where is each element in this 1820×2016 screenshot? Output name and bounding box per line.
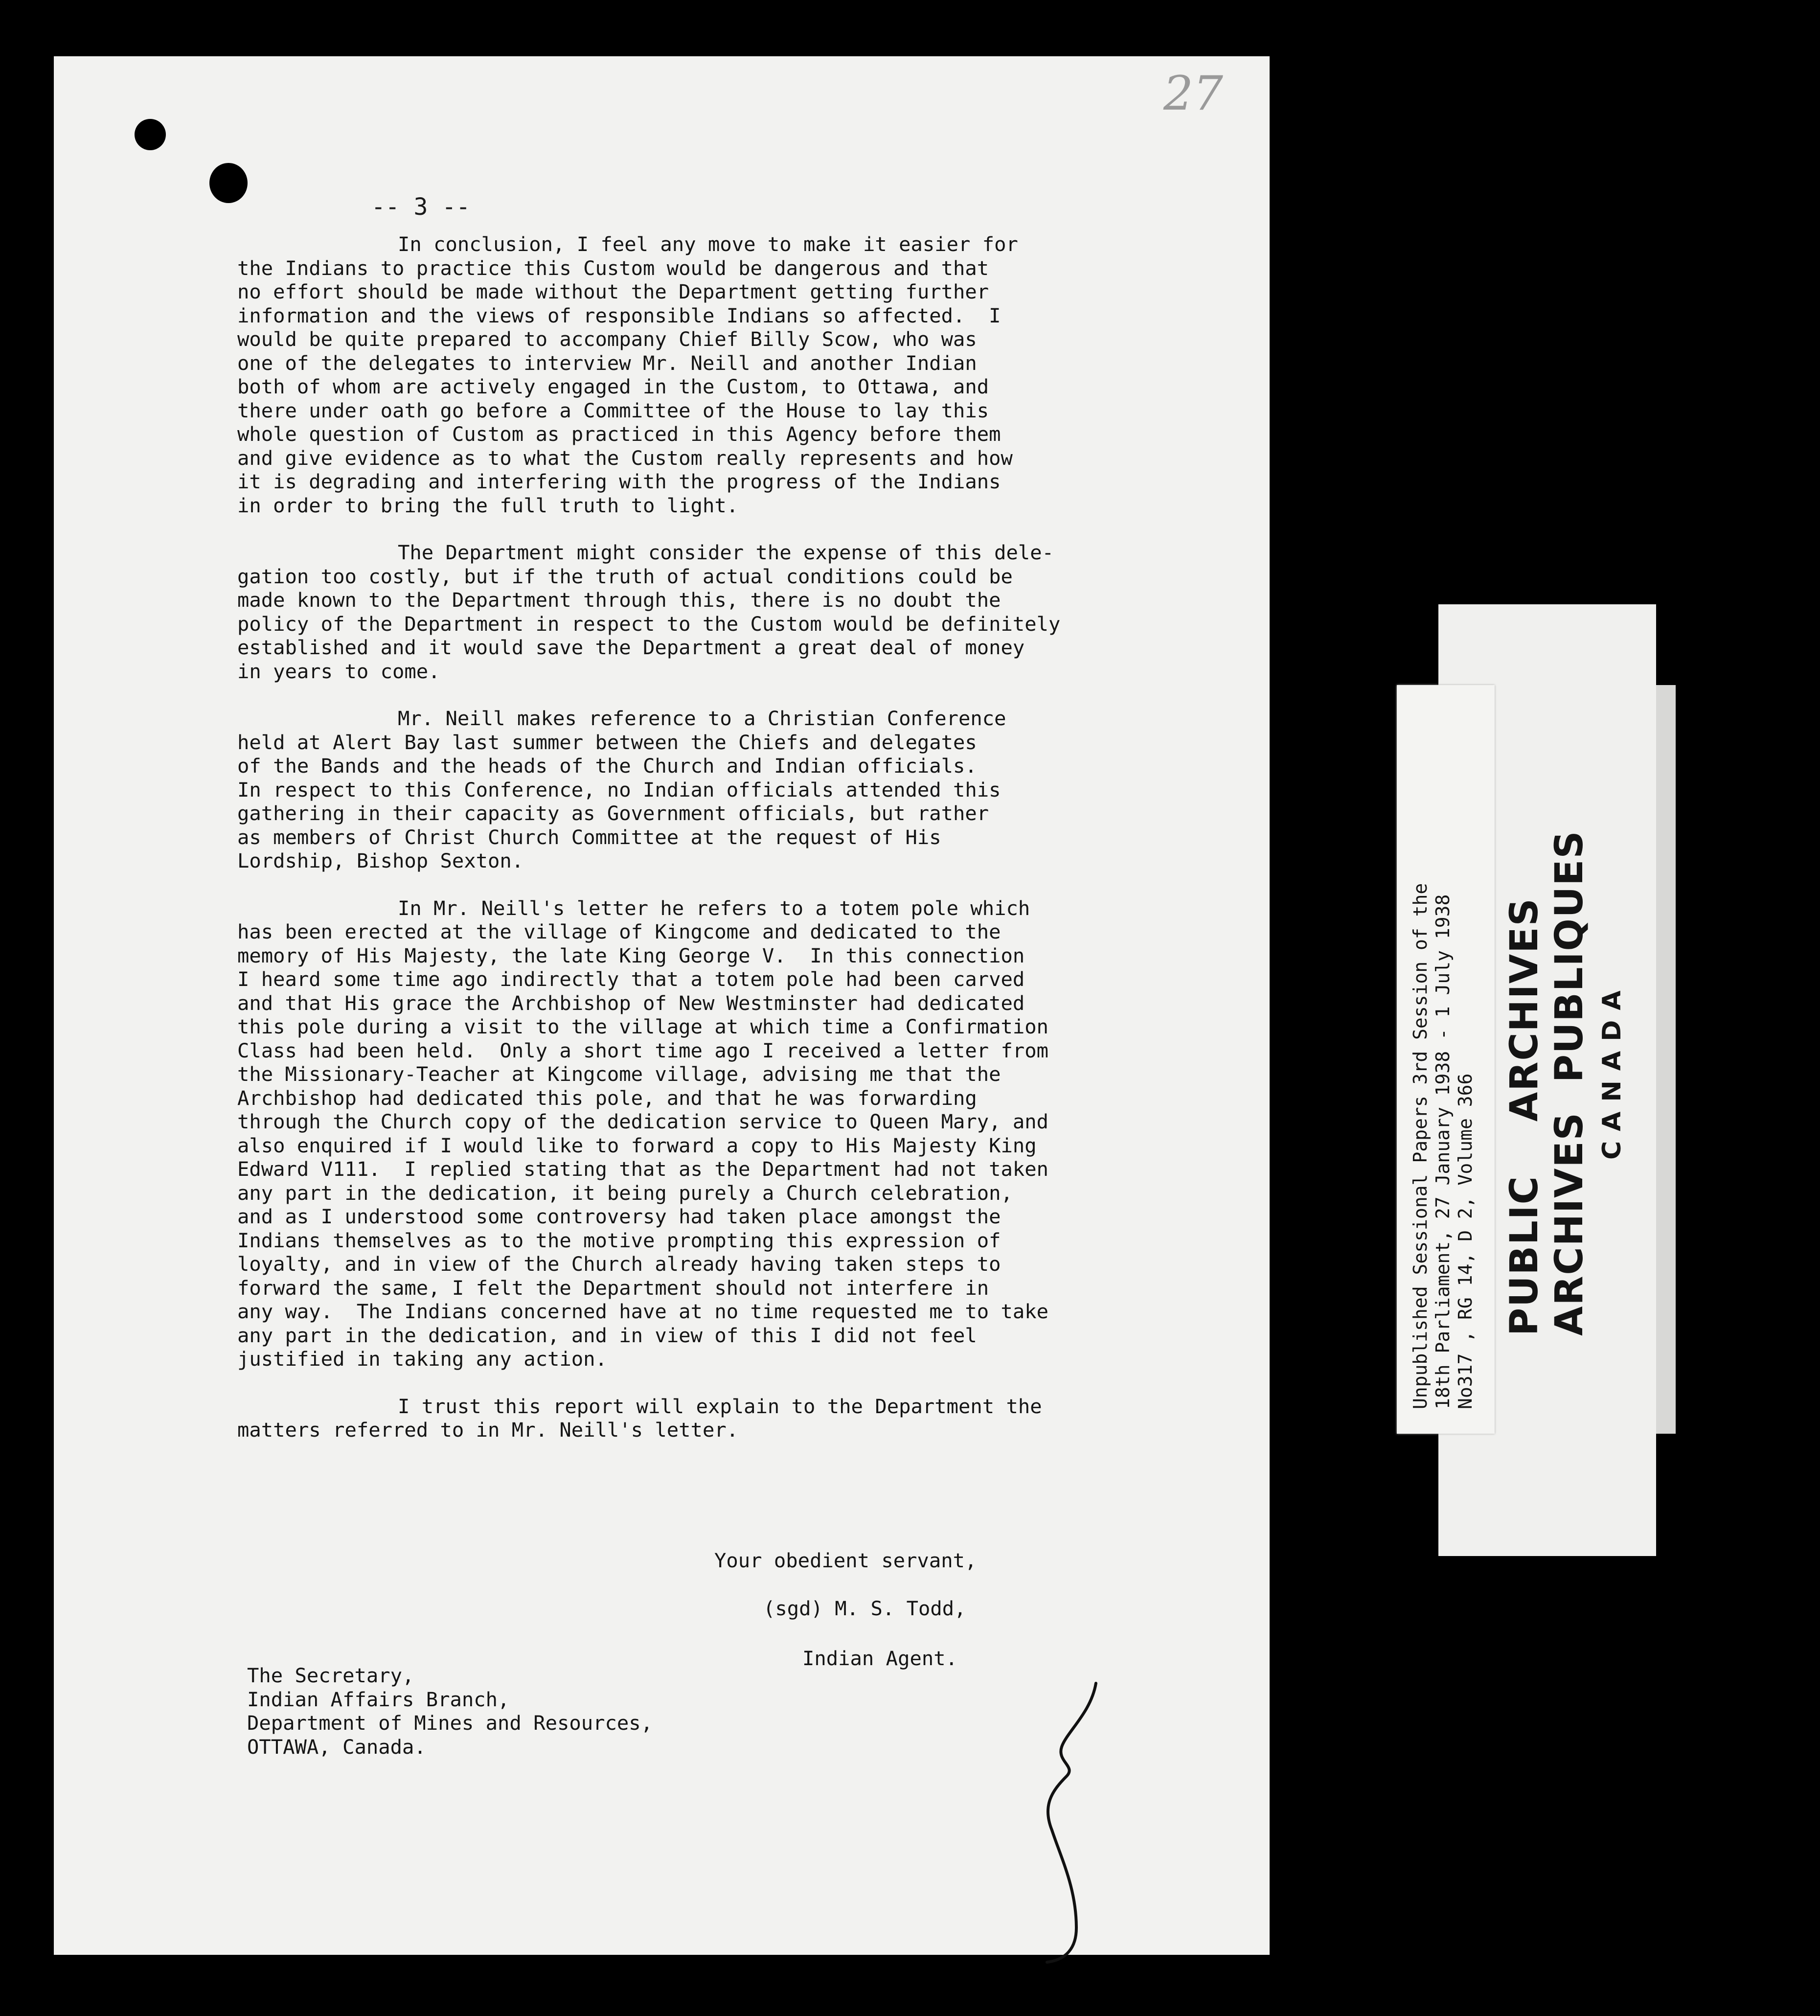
letter-line: the Indians to practice this Custom would be dangerous and that bbox=[237, 256, 989, 280]
page-number: -- 3 -- bbox=[371, 193, 471, 221]
letter-line: this pole during a visit to the village at which time a Confirmation bbox=[237, 1015, 1049, 1038]
letter-line: In respect to this Conference, no Indian officials attended this bbox=[237, 778, 1001, 802]
public-archives-label bbox=[1502, 830, 1592, 1336]
letter-line: gathering in their capacity as Government officials, but rather bbox=[237, 802, 989, 825]
letter-line: Archbishop had dedicated this pole, and that he was forwarding bbox=[237, 1086, 977, 1110]
letter-line: In conclusion, I feel any move to make it easier for bbox=[398, 232, 1018, 256]
reference-line-2: 18th Parliament, 27 January 1938 - 1 July 1938 bbox=[1432, 894, 1454, 1409]
letter-line: and that His grace the Archbishop of New Westminster had dedicated bbox=[237, 991, 1025, 1015]
letter-line: the Missionary-Teacher at Kingcome village, advising me that the bbox=[237, 1062, 1001, 1086]
addressee-line: The Secretary, bbox=[247, 1664, 414, 1687]
letter-line: made known to the Department through this, there is no doubt the bbox=[237, 588, 1001, 612]
letter-paragraph bbox=[237, 232, 1167, 517]
closing-signed-name: (sgd) M. S. Todd, bbox=[763, 1597, 966, 1620]
letter-line: and give evidence as to what the Custom really represents and how bbox=[237, 446, 1013, 470]
letter-line: The Department might consider the expense of this dele- bbox=[398, 541, 1054, 564]
letter-line: I trust this report will explain to the Department the bbox=[398, 1394, 1042, 1418]
letter-line: Edward V111. I replied stating that as the Department had not taken bbox=[237, 1157, 1049, 1181]
letter-line: both of whom are actively engaged in the Custom, to Ottawa, and bbox=[237, 375, 989, 398]
handwritten-signature-mark bbox=[993, 1673, 1120, 1967]
letter-line: policy of the Department in respect to the Custom would be definitely bbox=[237, 612, 1061, 636]
addressee-block bbox=[247, 1664, 653, 1759]
letter-line: through the Church copy of the dedication service to Queen Mary, and bbox=[237, 1110, 1049, 1133]
reference-line-3: No317 , RG 14, D 2, Volume 366 bbox=[1455, 1073, 1476, 1409]
letter-line: Mr. Neill makes reference to a Christian Conference bbox=[398, 707, 1006, 730]
letter-paragraph bbox=[237, 707, 1167, 873]
closing-salutation: Your obedient servant, bbox=[714, 1549, 977, 1572]
addressee-line: OTTAWA, Canada. bbox=[247, 1735, 426, 1759]
letter-line: whole question of Custom as practiced in this Agency before them bbox=[237, 422, 1001, 446]
letter-line: information and the views of responsible Indians so affected. I bbox=[237, 303, 1001, 327]
folio-number: 27 bbox=[1163, 66, 1223, 121]
word-archives-en: ARCHIVES bbox=[1502, 897, 1547, 1122]
word-archives-fr: ARCHIVES bbox=[1547, 1112, 1592, 1336]
letter-paragraph bbox=[237, 896, 1167, 1371]
letter-line: one of the delegates to interview Mr. Neill and another Indian bbox=[237, 351, 977, 375]
punch-hole-top bbox=[135, 119, 166, 150]
letter-line: forward the same, I felt the Department should not interfere in bbox=[237, 1276, 989, 1300]
letter-line: any part in the dedication, it being purely a Church celebration, bbox=[237, 1181, 1013, 1205]
letter-line: also enquired if I would like to forward a copy to His Majesty King bbox=[237, 1133, 1037, 1157]
letter-line: I heard some time ago indirectly that a totem pole had been carved bbox=[237, 967, 1025, 991]
letter-line: would be quite prepared to accompany Chief Billy Scow, who was bbox=[237, 327, 977, 351]
addressee-line: Indian Affairs Branch, bbox=[247, 1687, 510, 1711]
letter-line: memory of His Majesty, the late King George V. In this connection bbox=[237, 943, 1025, 967]
letter-line: any part in the dedication, and in view of this I did not feel bbox=[237, 1323, 977, 1347]
archive-stamp-edge bbox=[1656, 685, 1676, 1434]
letter-line: matters referred to in Mr. Neill's letter. bbox=[237, 1418, 739, 1442]
public-archives-english bbox=[1502, 830, 1547, 1336]
letter-line: in order to bring the full truth to light. bbox=[237, 493, 739, 517]
reference-line-1: Unpublished Sessional Papers 3rd Session of the bbox=[1410, 883, 1431, 1409]
letter-line: it is degrading and interfering with the progress of the Indians bbox=[237, 470, 1001, 493]
letter-body bbox=[237, 232, 1167, 1466]
letter-line: in years to come. bbox=[237, 659, 440, 683]
addressee-line: Department of Mines and Resources, bbox=[247, 1711, 653, 1735]
letter-line: no effort should be made without the Department getting further bbox=[237, 280, 989, 303]
letter-line: and as I understood some controversy had taken place amongst the bbox=[237, 1205, 1001, 1228]
letter-line: loyalty, and in view of the Church already having taken steps to bbox=[237, 1252, 1001, 1276]
letter-line: justified in taking any action. bbox=[237, 1347, 607, 1371]
letter-line: gation too costly, but if the truth of actual conditions could be bbox=[237, 564, 1013, 588]
letter-line: as members of Christ Church Committee at the request of His bbox=[237, 825, 941, 849]
letter-line: Class had been held. Only a short time ago I received a letter from bbox=[237, 1038, 1049, 1062]
letter-line: has been erected at the village of Kingcome and dedicated to the bbox=[237, 920, 1001, 943]
word-publiques: PUBLIQUES bbox=[1547, 830, 1592, 1083]
letter-line: In Mr. Neill's letter he refers to a totem pole which bbox=[398, 896, 1030, 920]
letter-line: held at Alert Bay last summer between the Chiefs and delegates bbox=[237, 730, 977, 754]
letter-line: Lordship, Bishop Sexton. bbox=[237, 849, 524, 872]
letter-paragraph bbox=[237, 1395, 1167, 1442]
canada-label: CANADA bbox=[1597, 981, 1627, 1160]
letter-line: any way. The Indians concerned have at no time requested me to take bbox=[237, 1300, 1049, 1323]
letter-line: there under oath go before a Committee of the House to lay this bbox=[237, 398, 989, 422]
letter-paragraph bbox=[237, 541, 1167, 683]
letter-line: Indians themselves as to the motive prompting this expression of bbox=[237, 1228, 1001, 1252]
letter-line: of the Bands and the heads of the Church and Indian officials. bbox=[237, 754, 977, 778]
public-archives-french bbox=[1547, 830, 1592, 1336]
word-public: PUBLIC bbox=[1502, 1175, 1547, 1336]
closing-title: Indian Agent. bbox=[802, 1647, 957, 1670]
letter-line: established and it would save the Department a great deal of money bbox=[237, 636, 1025, 659]
archive-reference-text bbox=[1409, 883, 1477, 1409]
